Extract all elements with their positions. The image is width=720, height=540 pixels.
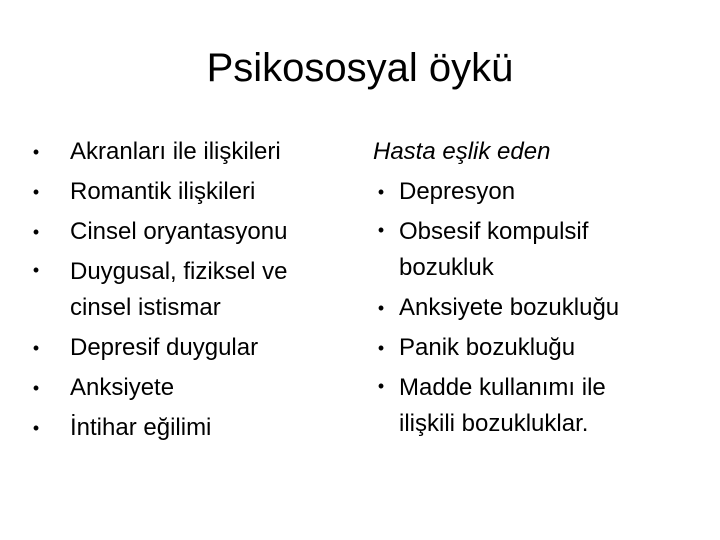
list-item: [28, 132, 358, 172]
list-item: [373, 288, 703, 328]
list-item-text: Duygusal, fiziksel ve: [70, 258, 288, 285]
list-item: [28, 252, 358, 328]
list-item: [28, 212, 358, 252]
bullet-icon: •: [32, 182, 40, 202]
bullet-icon: •: [377, 376, 385, 396]
list-item-text-cont: bozukluk: [399, 254, 494, 281]
bullet-icon: •: [32, 142, 40, 162]
bullet-icon: •: [377, 338, 385, 358]
list-item-text: Obsesif kompulsif: [399, 218, 589, 245]
list-item-text: Anksiyete: [70, 374, 175, 401]
right-column-heading: Hasta eşlik eden: [373, 138, 551, 165]
list-item-text: Madde kullanımı ile: [399, 374, 606, 401]
bullet-icon: •: [32, 338, 40, 358]
bullet-icon: •: [377, 182, 385, 202]
bullet-icon: •: [377, 298, 385, 318]
slide-title: Psikososyal öykü: [206, 46, 514, 90]
bullet-icon: •: [32, 378, 40, 398]
list-item-text-cont: ilişkili bozukluklar.: [399, 410, 589, 437]
list-item: [28, 368, 358, 408]
list-item-text: Anksiyete bozukluğu: [399, 294, 620, 321]
list-item-text: İntihar eğilimi: [70, 414, 212, 441]
list-item-text: Akranları ile ilişkileri: [70, 138, 281, 165]
list-item: [28, 172, 358, 212]
list-item-text: Depresyon: [399, 178, 516, 205]
right-column: [373, 132, 703, 444]
list-item: [373, 212, 703, 288]
list-item: [373, 368, 703, 444]
list-item-text-cont: cinsel istismar: [70, 294, 221, 321]
list-item: [373, 172, 703, 212]
left-column: [28, 132, 358, 448]
list-item-text: Romantik ilişkileri: [70, 178, 256, 205]
bullet-icon: •: [32, 418, 40, 438]
list-item: [28, 328, 358, 368]
right-bullet-list: [373, 172, 703, 444]
list-item-text: Cinsel oryantasyonu: [70, 218, 288, 245]
bullet-icon: •: [32, 222, 40, 242]
left-bullet-list: [28, 132, 358, 448]
list-item: [373, 328, 703, 368]
list-item-text: Depresif duygular: [70, 334, 259, 361]
bullet-icon: •: [32, 260, 40, 280]
bullet-icon: •: [377, 220, 385, 240]
list-item: [28, 408, 358, 448]
list-item-text: Panik bozukluğu: [399, 334, 576, 361]
